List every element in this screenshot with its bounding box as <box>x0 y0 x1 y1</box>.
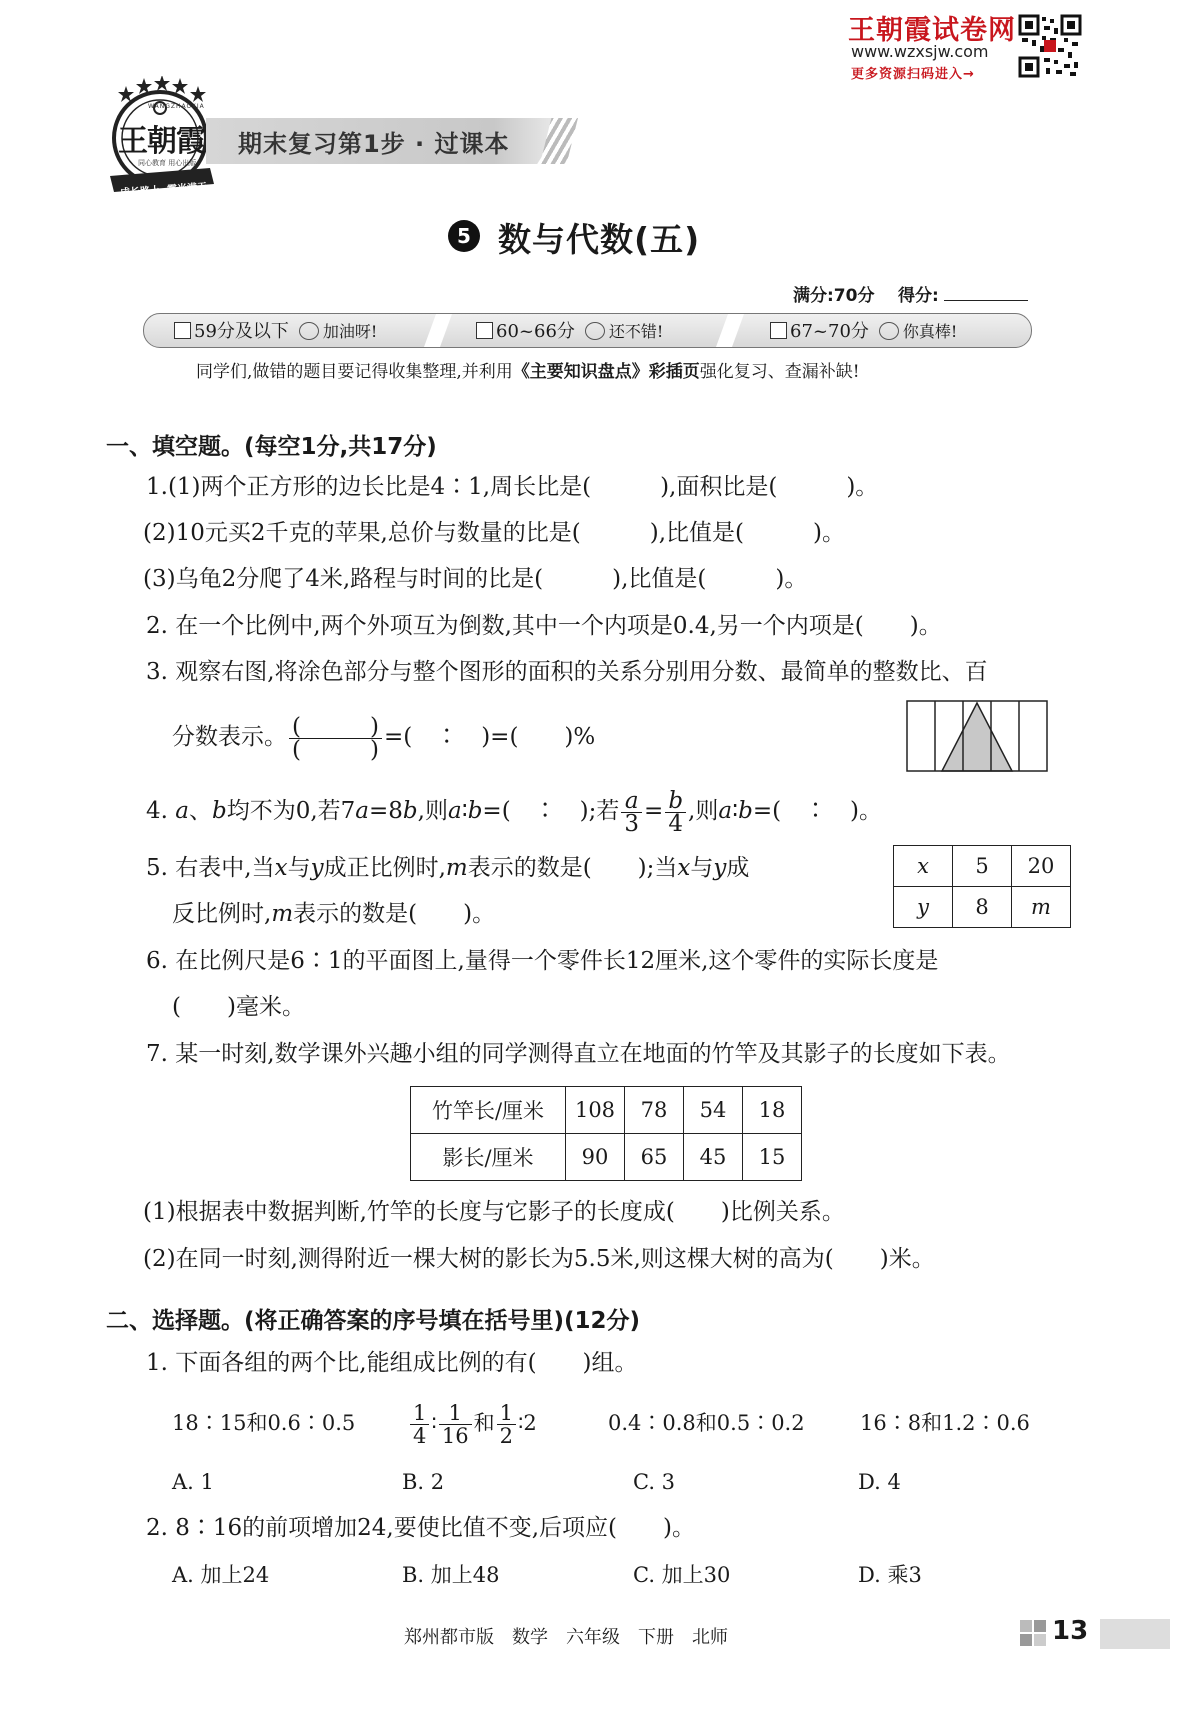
var-b: b <box>211 798 227 824</box>
q5-text: 与 <box>287 855 311 881</box>
q5-text: 与 <box>690 855 714 881</box>
q6: 6. 在比例尺是6∶1的平面图上,量得一个零件长12厘米,这个零件的实际长度是 <box>146 948 939 974</box>
q4-frac-b4 <box>665 787 686 837</box>
mc-q1-group1: 18∶15和0.6∶0.5 <box>172 1411 356 1435</box>
table-cell: 65 <box>625 1134 684 1181</box>
frac-den: 16 <box>441 1424 469 1448</box>
var-b: b <box>467 798 483 824</box>
frac-num: 1 <box>497 1402 516 1425</box>
section2-title: 二、选择题。(将正确答案的序号填在括号里)(12分) <box>106 1308 641 1334</box>
q5-text: 反比例时, <box>172 901 272 927</box>
table-cell: 108 <box>566 1087 625 1134</box>
q5-text: 表示的数是( );当 <box>467 855 678 881</box>
grade-low-range: 59分及以下 <box>194 321 289 342</box>
q1-3: (3)乌龟2分爬了4米,路程与时间的比是( ),比值是( )。 <box>143 566 808 592</box>
q3-fraction-den: ( ) <box>292 736 379 763</box>
grade-low-comment: 加油呀! <box>322 322 378 341</box>
grade-mid-checkbox[interactable] <box>476 322 493 339</box>
mc-q2: 2. 8∶16的前项增加24,要使比值不变,后项应( )。 <box>146 1515 695 1541</box>
banner-title: 期末复习第1步 · 过课本 <box>238 130 510 158</box>
q1-2: (2)10元买2千克的苹果,总价与数量的比是( ),比值是( )。 <box>143 520 845 546</box>
q5-line2 <box>172 899 495 929</box>
logo-arc2-text: 同心教育 用心出版 <box>138 159 197 167</box>
qr-code-icon[interactable] <box>1018 14 1082 78</box>
var-a: a <box>447 798 462 824</box>
page-number-squares <box>1020 1620 1048 1652</box>
var-m: m <box>445 855 468 881</box>
grade-high[interactable] <box>770 317 957 343</box>
mc-q1-group4: 16∶8和1.2∶0.6 <box>860 1411 1030 1435</box>
var-b: b <box>402 798 418 824</box>
table-cell: 54 <box>684 1087 743 1134</box>
mc-q2-option-c[interactable]: C. 加上30 <box>633 1563 731 1587</box>
grade-high-range: 67~70分 <box>790 321 869 342</box>
var-m: m <box>271 901 294 927</box>
frac-1-16 <box>439 1402 472 1447</box>
q4-text: ,则 <box>417 798 448 824</box>
frac-num: a <box>621 790 642 813</box>
q3-answer-suffix: =( ∶ )=( )% <box>383 724 596 750</box>
q4-text: =( ∶ );若 <box>482 798 620 824</box>
mc-q1-option-c[interactable]: C. 3 <box>633 1470 676 1494</box>
q5-text: 5. 右表中,当 <box>146 855 275 881</box>
smile-icon <box>879 322 899 340</box>
ratio-tail: ∶2 <box>517 1411 537 1435</box>
q4-text: ,则 <box>688 798 719 824</box>
and-text: 和 <box>473 1411 495 1435</box>
q5-text: 成 <box>726 855 750 881</box>
mc-q1-group2 <box>408 1396 537 1450</box>
logo-ribbon: 成长路上 霞光满天 <box>119 181 208 200</box>
mc-q2-option-a[interactable]: A. 加上24 <box>172 1563 270 1587</box>
smile-icon <box>299 322 319 340</box>
var-a: a <box>355 798 370 824</box>
footer-edition: 郑州都市版 数学 六年级 下册 北师 <box>404 1627 728 1648</box>
q3-figure <box>906 699 1048 777</box>
frac-den: 4 <box>668 810 683 837</box>
q4 <box>146 785 882 837</box>
notice-pre: 同学们,做错的题目要记得收集整理,并利用 <box>196 362 513 382</box>
var-x: x <box>677 855 691 881</box>
page-number-bar <box>1100 1619 1170 1649</box>
q7-2: (2)在同一时刻,测得附近一棵大树的影长为5.5米,则这棵大树的高为( )米。 <box>143 1246 935 1272</box>
table-cell: 90 <box>566 1134 625 1181</box>
mc-q1-option-b[interactable]: B. 2 <box>402 1470 445 1494</box>
table-cell: 18 <box>743 1087 802 1134</box>
grade-mid-comment: 还不错! <box>608 322 664 341</box>
table-cell: 45 <box>684 1134 743 1181</box>
table-row <box>894 846 1071 887</box>
colon: ∶ <box>431 1411 437 1435</box>
frac-num: 1 <box>410 1402 429 1425</box>
title-badge-icon: 5 <box>448 220 480 252</box>
site-name: 王朝霞试卷网 <box>848 15 1016 46</box>
grade-low[interactable] <box>174 317 377 343</box>
site-cta: 更多资源扫码进入→ <box>851 67 975 82</box>
mc-q1: 1. 下面各组的两个比,能组成比例的有( )组。 <box>146 1350 638 1376</box>
grade-mid-range: 60~66分 <box>496 321 575 342</box>
grade-high-comment: 你真棒! <box>902 322 958 341</box>
table-cell: 78 <box>625 1087 684 1134</box>
q5-table <box>893 845 1071 928</box>
score-label: 得分: <box>898 286 939 306</box>
q3: 3. 观察右图,将涂色部分与整个图形的面积的关系分别用分数、最简单的整数比、百 <box>146 659 988 685</box>
frac-den: 4 <box>413 1424 427 1448</box>
frac-num: b <box>665 790 686 813</box>
q3-fraction-num: ( ) <box>289 716 382 739</box>
table-header: 影长/厘米 <box>411 1134 566 1181</box>
notice-post: 强化复习、查漏补缺! <box>699 362 860 382</box>
q3-answer-prefix: 分数表示。 <box>172 724 287 750</box>
mc-q2-option-b[interactable]: B. 加上48 <box>402 1563 500 1587</box>
grade-bar <box>143 313 1032 348</box>
var-a: a <box>718 798 733 824</box>
q6-answer: ( )毫米。 <box>172 994 305 1020</box>
q2: 2. 在一个比例中,两个外项互为倒数,其中一个内项是0.4,另一个内项是( )。 <box>146 613 942 639</box>
notice <box>196 357 860 382</box>
mc-q1-option-a[interactable]: A. 1 <box>172 1470 214 1494</box>
table-header: 竹竿长/厘米 <box>411 1087 566 1134</box>
logo-text: 王朝霞 <box>118 124 205 159</box>
table-cell: x <box>894 846 953 887</box>
q4-text: =8 <box>369 798 403 824</box>
grade-low-checkbox[interactable] <box>174 322 191 339</box>
grade-mid[interactable] <box>476 317 663 343</box>
page-title: 数与代数(五) <box>498 220 701 259</box>
grade-high-checkbox[interactable] <box>770 322 787 339</box>
q3-fraction <box>289 713 382 763</box>
q4-text: ∶ <box>732 798 739 824</box>
full-score: 满分:70分 <box>793 286 875 306</box>
page-number: 13 <box>1052 1616 1089 1646</box>
mc-q2-option-d[interactable]: D. 乘3 <box>858 1563 922 1587</box>
q4-text: ∶ <box>461 798 468 824</box>
q4-text: =( ∶ )。 <box>752 798 883 824</box>
table-cell: m <box>1012 887 1071 928</box>
var-y: y <box>713 855 727 881</box>
q1-1: 1.(1)两个正方形的边长比是4∶1,周长比是( ),面积比是( )。 <box>146 474 879 500</box>
grade-divider <box>424 314 452 347</box>
q5-text: 表示的数是( )。 <box>293 901 496 927</box>
frac-1-4 <box>410 1402 429 1447</box>
table-cell: 5 <box>953 846 1012 887</box>
q7-1: (1)根据表中数据判断,竹竿的长度与它影子的长度成( )比例关系。 <box>143 1199 845 1225</box>
q4-eq: = <box>644 798 664 824</box>
table-row <box>411 1134 802 1181</box>
table-cell: 8 <box>953 887 1012 928</box>
logo-arc-text: WANGZHAOXIA <box>148 103 205 110</box>
var-a: a <box>175 798 189 824</box>
table-row <box>894 887 1071 928</box>
q5-text: 成正比例时, <box>323 855 446 881</box>
grade-divider <box>716 314 744 347</box>
q7: 7. 某一时刻,数学课外兴趣小组的同学测得直立在地面的竹竿及其影子的长度如下表。 <box>146 1041 1011 1067</box>
q4-text: 均不为0,若7 <box>226 798 356 824</box>
section1-title: 一、填空题。(每空1分,共17分) <box>106 434 437 460</box>
table-cell: 20 <box>1012 846 1071 887</box>
table-cell: 15 <box>743 1134 802 1181</box>
mc-q1-option-d[interactable]: D. 4 <box>858 1470 901 1494</box>
frac-den: 3 <box>624 810 640 837</box>
frac-1-2 <box>497 1402 516 1447</box>
frac-den: 2 <box>499 1424 513 1448</box>
q7-table <box>410 1086 802 1181</box>
q4-sep: 、 <box>188 798 212 824</box>
var-b: b <box>738 798 753 824</box>
var-x: x <box>274 855 288 881</box>
q4-num: 4. <box>146 798 176 824</box>
site-url[interactable]: www.wzxsjw.com <box>851 42 989 61</box>
score-input[interactable] <box>944 300 1028 301</box>
notice-bold: 《主要知识盘点》彩插页 <box>512 362 700 382</box>
var-y: y <box>310 855 324 881</box>
table-cell: y <box>894 887 953 928</box>
table-row <box>411 1087 802 1134</box>
q3-answer-line <box>172 707 595 767</box>
frac-num: 1 <box>439 1402 472 1425</box>
mc-q1-group3: 0.4∶0.8和0.5∶0.2 <box>608 1411 805 1435</box>
q4-frac-a3 <box>621 787 642 837</box>
q5-line1 <box>146 853 749 883</box>
smile-icon <box>585 322 605 340</box>
